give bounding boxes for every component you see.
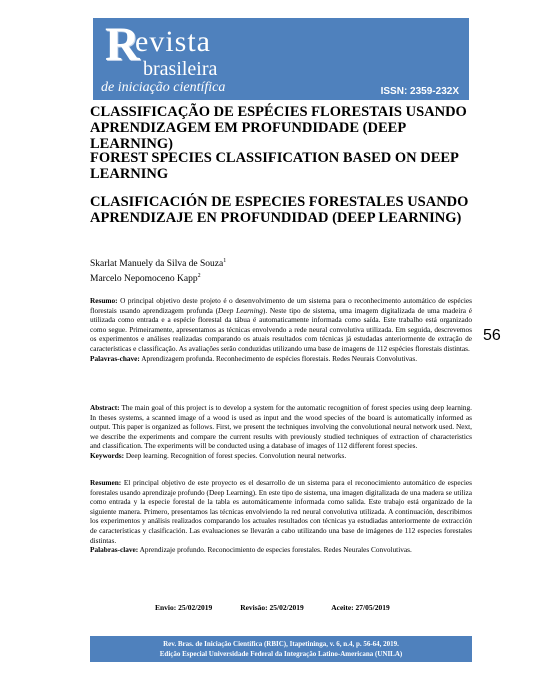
date-reviewed: Revisão: 25/02/2019 — [240, 603, 304, 612]
resumo-paragraph — [90, 296, 472, 363]
footer-citation: Rev. Bras. de Iniciação Científica (RBIC), Itapetininga, v. 6, n.4, p. 56-64, 2019. — [163, 640, 399, 648]
abstract-label: Abstract: — [90, 403, 120, 412]
author-2-name: Marcelo Nepomoceno Kapp — [90, 274, 198, 285]
resumo-text-italic: Deep Learning — [218, 305, 263, 315]
title-english: FOREST SPECIES CLASSIFICATION BASED ON DEEP LEARNING — [90, 150, 459, 182]
author-2-affiliation: 2 — [197, 273, 201, 280]
author-list — [90, 255, 226, 285]
resumo-text-end: ). Neste tipo de sistema, uma imagem digitalizada de uma madeira é utilizada como entrada e a espécie florestal da tábua é automaticamente informada como saída. Este trabalho está organizado como segue. Primeiramente, apresentamos as técnicas envolvendo a rede neural convolutiva utilizada. Em seguida, descrevemos os experimentos e análises realizadas comparando os atuais resultados com técnicas já estudadas anteriormente de extração de características e classificação. As avaliações serão conduzidas utilizando uma base de imagens de 112 espécies florestais distintas. — [90, 305, 472, 353]
resumo-text-start: O principal objetivo deste projeto é o desenvolvimento de um sistema para o reconhecimento automático de espécies florestais usando aprendizagem profunda ( — [90, 296, 472, 315]
author-1-name: Skarlat Manuely da Silva de Souza — [90, 259, 224, 270]
date-submitted: Envio: 25/02/2019 — [155, 603, 213, 612]
journal-header-banner — [93, 18, 469, 100]
journal-logo-revista: evista — [135, 25, 211, 58]
submission-dates — [155, 603, 416, 612]
title-spanish: CLASIFICACIÓN DE ESPECIES FORESTALES USANDO APRENDIZAJE EN PROFUNDIDAD (DEEP LEARNING) — [90, 194, 469, 226]
footer-edition: Edição Especial Universidade Federal da Integração Latino-Americana (UNILA) — [159, 650, 403, 658]
journal-logo-brasileira: brasileira — [143, 58, 218, 80]
journal-issn: ISSN: 2359-232X — [380, 86, 459, 97]
journal-logo-letter: R — [105, 18, 140, 71]
abstract-paragraph — [90, 403, 472, 461]
resumen-text: El principal objetivo de este proyecto es el desarrollo de un sistema para el reconocimiento automático de especies forestales usando aprendizaje profundo (Deep Learning). En este tipo de sistema, una imagen digitalizada de una madera se utiliza como entrada y la especie forestal de la tabla es automáticamente informada como salida. Este trabajo está organizado de la siguiente manera. Primero, presentamos las técnicas envolviendo la red neural convolutiva utilizada. A continuación, describimos los experimentos y análisis realizados comparando los actuales resultados con técnicas ya estudiadas anteriormente de extracción de características y clasificación. Las evaluaciones se llevarán a cabo utilizando una base de imágenes de 112 especies forestales distintas. — [90, 478, 472, 545]
journal-footer — [90, 636, 472, 662]
author-1-affiliation: 1 — [223, 258, 227, 264]
author-2 — [90, 270, 226, 285]
resumen-keywords-label: Palabras-clave: — [90, 545, 139, 555]
resumen-paragraph — [90, 478, 472, 555]
abstract-keywords: Deep learning. Recognition of forest species. Convolution neural networks. — [124, 450, 347, 460]
resumen-keywords: Aprendizaje profundo. Reconocimiento de especies forestales. Redes Neurales Convolutivas. — [138, 545, 412, 555]
resumen-label: Resumen: — [90, 478, 122, 487]
page-number: 56 — [483, 327, 501, 344]
abstract-text: The main goal of this project is to develop a system for the automatic recognition of forest species using deep learning. In theses systems, a scanned image of a wood is used as input and the wood species of the board is automatically informed as output. This paper is organized as follows. First, we present the techniques involving the convolutional neural network used. Next, we describe the experiments and compare the current results with previously studied techniques of extraction of characteristics and classification. The experiments will be conducted using a database of images of 112 different forest species. — [90, 403, 472, 451]
date-accepted: Aceite: 27/05/2019 — [331, 603, 390, 612]
author-1 — [90, 255, 226, 270]
resumo-label: Resumo: — [90, 296, 118, 305]
resumo-keywords-label: Palavras-chave: — [90, 353, 140, 363]
resumo-keywords: Aprendizagem profunda. Reconhecimento de espécies florestais. Redes Neurais Convolutivas. — [139, 353, 418, 363]
journal-logo-subtitle: de iniciação científica — [101, 80, 226, 95]
title-portuguese: CLASSIFICAÇÃO DE ESPÉCIES FLORESTAIS USANDO APRENDIZAGEM EM PROFUNDIDADE (DEEP LEARNING) — [90, 104, 467, 152]
abstract-keywords-label: Keywords: — [90, 450, 125, 460]
